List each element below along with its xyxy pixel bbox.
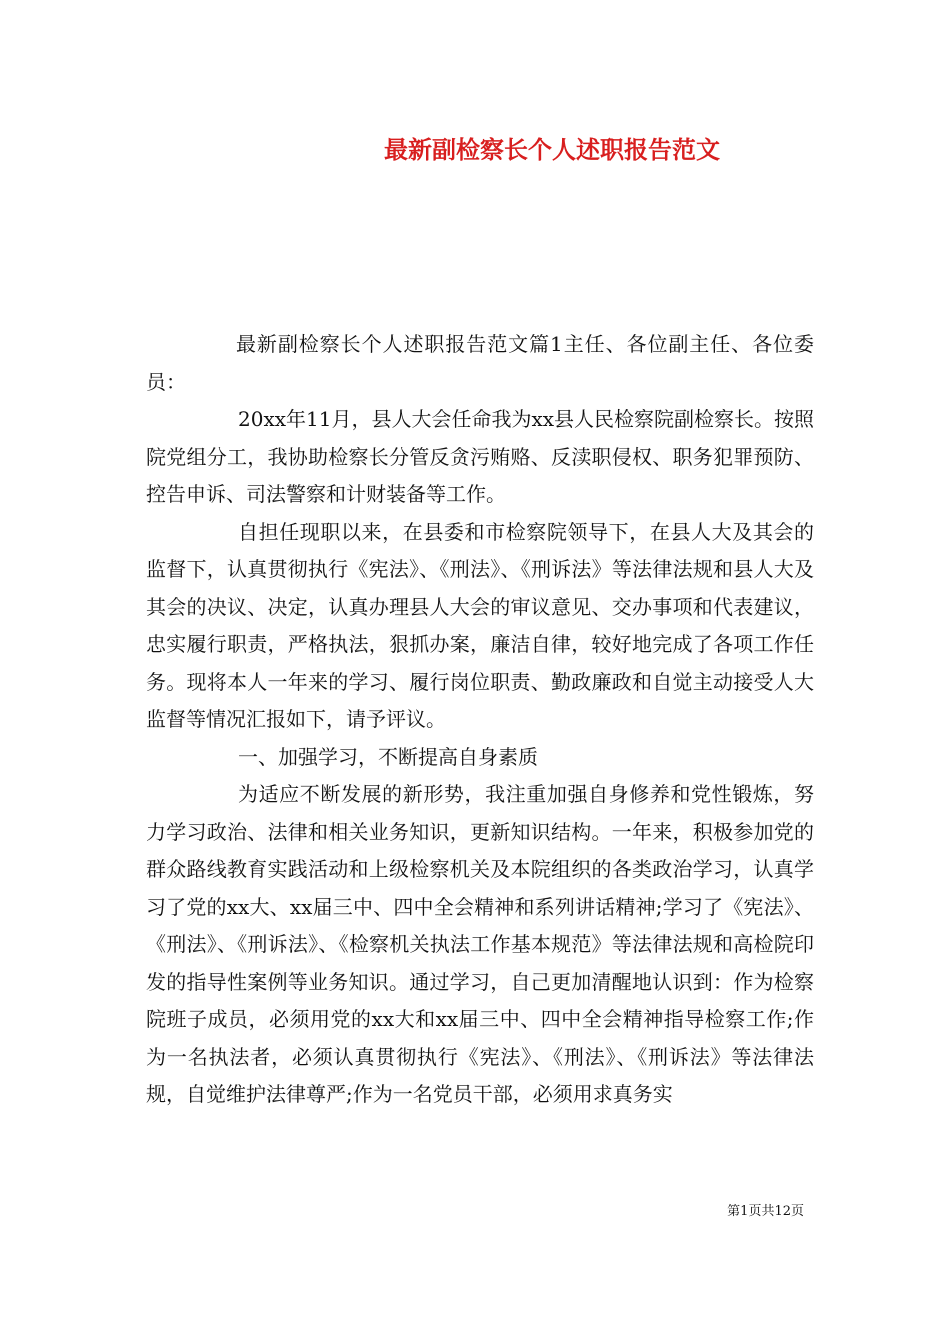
paragraph-overview: 自担任现职以来，在县委和市检察院领导下，在县人大及其会的监督下，认真贯彻执行《宪法》、《刑法》、《刑诉法》等法律法规和县人大及其会的决议、决定，认真办理县人大会的审议意见、交办事项和代表建议，忠实履行职责，严格执法，狠抓办案，廉洁自律，较好地完成了各项工作任务。现将本人一年来的学习、履行岗位职责、勤政廉政和自觉主动接受人大监督等情况汇报如下，请予评议。 [146,519,814,731]
section-heading-study: 一、加强学习，不断提高自身素质 [238,744,538,769]
paragraph-salutation: 最新副检察长个人述职报告范文篇1主任、各位副主任、各位委员： [146,332,814,394]
page-number: 第1页共12页 [727,1204,804,1219]
paragraph-appointment: 20xx年11月，县人大会任命我为xx县人民检察院副检察长。按照院党组分工，我协助检察长分管反贪污贿赂、反渎职侵权、职务犯罪预防、控告申诉、司法警察和计财装备等工作。 [146,407,815,506]
document-body [146,326,814,1114]
paragraph-study: 为适应不断发展的新形势，我注重加强自身修养和党性锻炼，努力学习政治、法律和相关业务知识，更新知识结构。一年来，积极参加党的群众路线教育实践活动和上级检察机关及本院组织的各类政治学习，认真学习了党的xx大、xx届三中、四中全会精神和系列讲话精神;学习了《宪法》、《刑法》、《刑诉法》、《检察机关执法工作基本规范》等法律法规和高检院印发的指导性案例等业务知识。通过学习，自己更加清醒地认识到：作为检察院班子成员，必须用党的xx大和xx届三中、四中全会精神指导检察工作;作为一名执法者，必须认真贯彻执行《宪法》、《刑法》、《刑诉法》等法律法规，自觉维护法律尊严;作为一名党员干部，必须用求真务实 [146,782,814,1106]
document-title: 最新副检察长个人述职报告范文 [384,135,720,164]
